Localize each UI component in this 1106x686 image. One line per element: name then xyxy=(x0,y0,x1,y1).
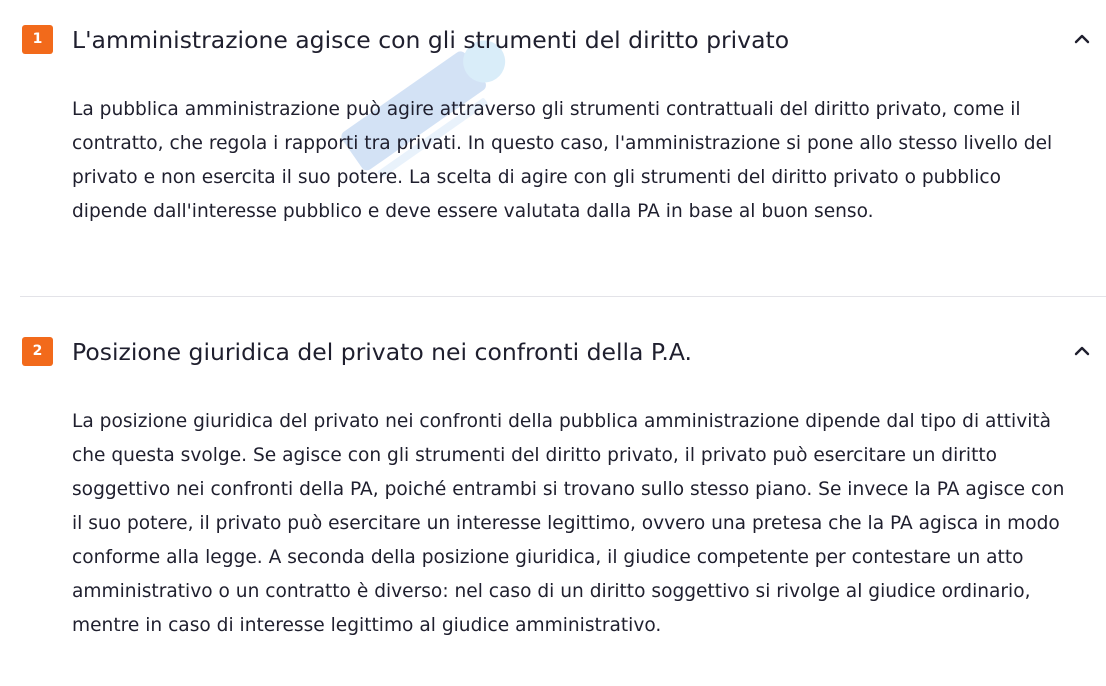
accordion-body: La pubblica amministrazione può agire attraverso gli strumenti contrattuali del diritto privato, come il contratto, che regola i rapporti tra privati. In questo caso, l'amministrazione si pone allo stesso livello del privato e non esercita il suo potere. La scelta di agire con gli strumenti del diritto privato o pubblico dipende dall'interesse pubblico e deve essere valutata dalla PA in base al buon senso. xyxy=(72,99,1053,222)
number-badge: 2 xyxy=(22,337,53,366)
accordion-body: La posizione giuridica del privato nei confronti della pubblica amministrazione dipende dal tipo di attività che questa svolge. Se agisce con gli strumenti del diritto privato, il privato può esercitare un diritto soggettivo nei confronti della PA, poiché entrambi si trovano sullo stesso piano. Se invece la PA agisce con il suo potere, il privato può esercitare un interesse legittimo, ovvero una pretesa che la PA agisca in modo conforme alla legge. A seconda della posizione giuridica, il giudice competente per contestare un atto amministrativo o un contratto è diverso: nel caso di un diritto soggettivo si rivolge al giudice ordinario, mentre in caso di interesse legittimo al giudice amministrativo. xyxy=(72,411,1065,636)
chevron-up-icon[interactable] xyxy=(1068,337,1096,365)
number-badge: 1 xyxy=(22,25,53,54)
accordion-title: L'amministrazione agisce con gli strumenti del diritto privato xyxy=(72,26,790,54)
accordion-header-2[interactable] xyxy=(0,329,1106,375)
accordion-title: Posizione giuridica del privato nei confronti della P.A. xyxy=(72,338,693,366)
